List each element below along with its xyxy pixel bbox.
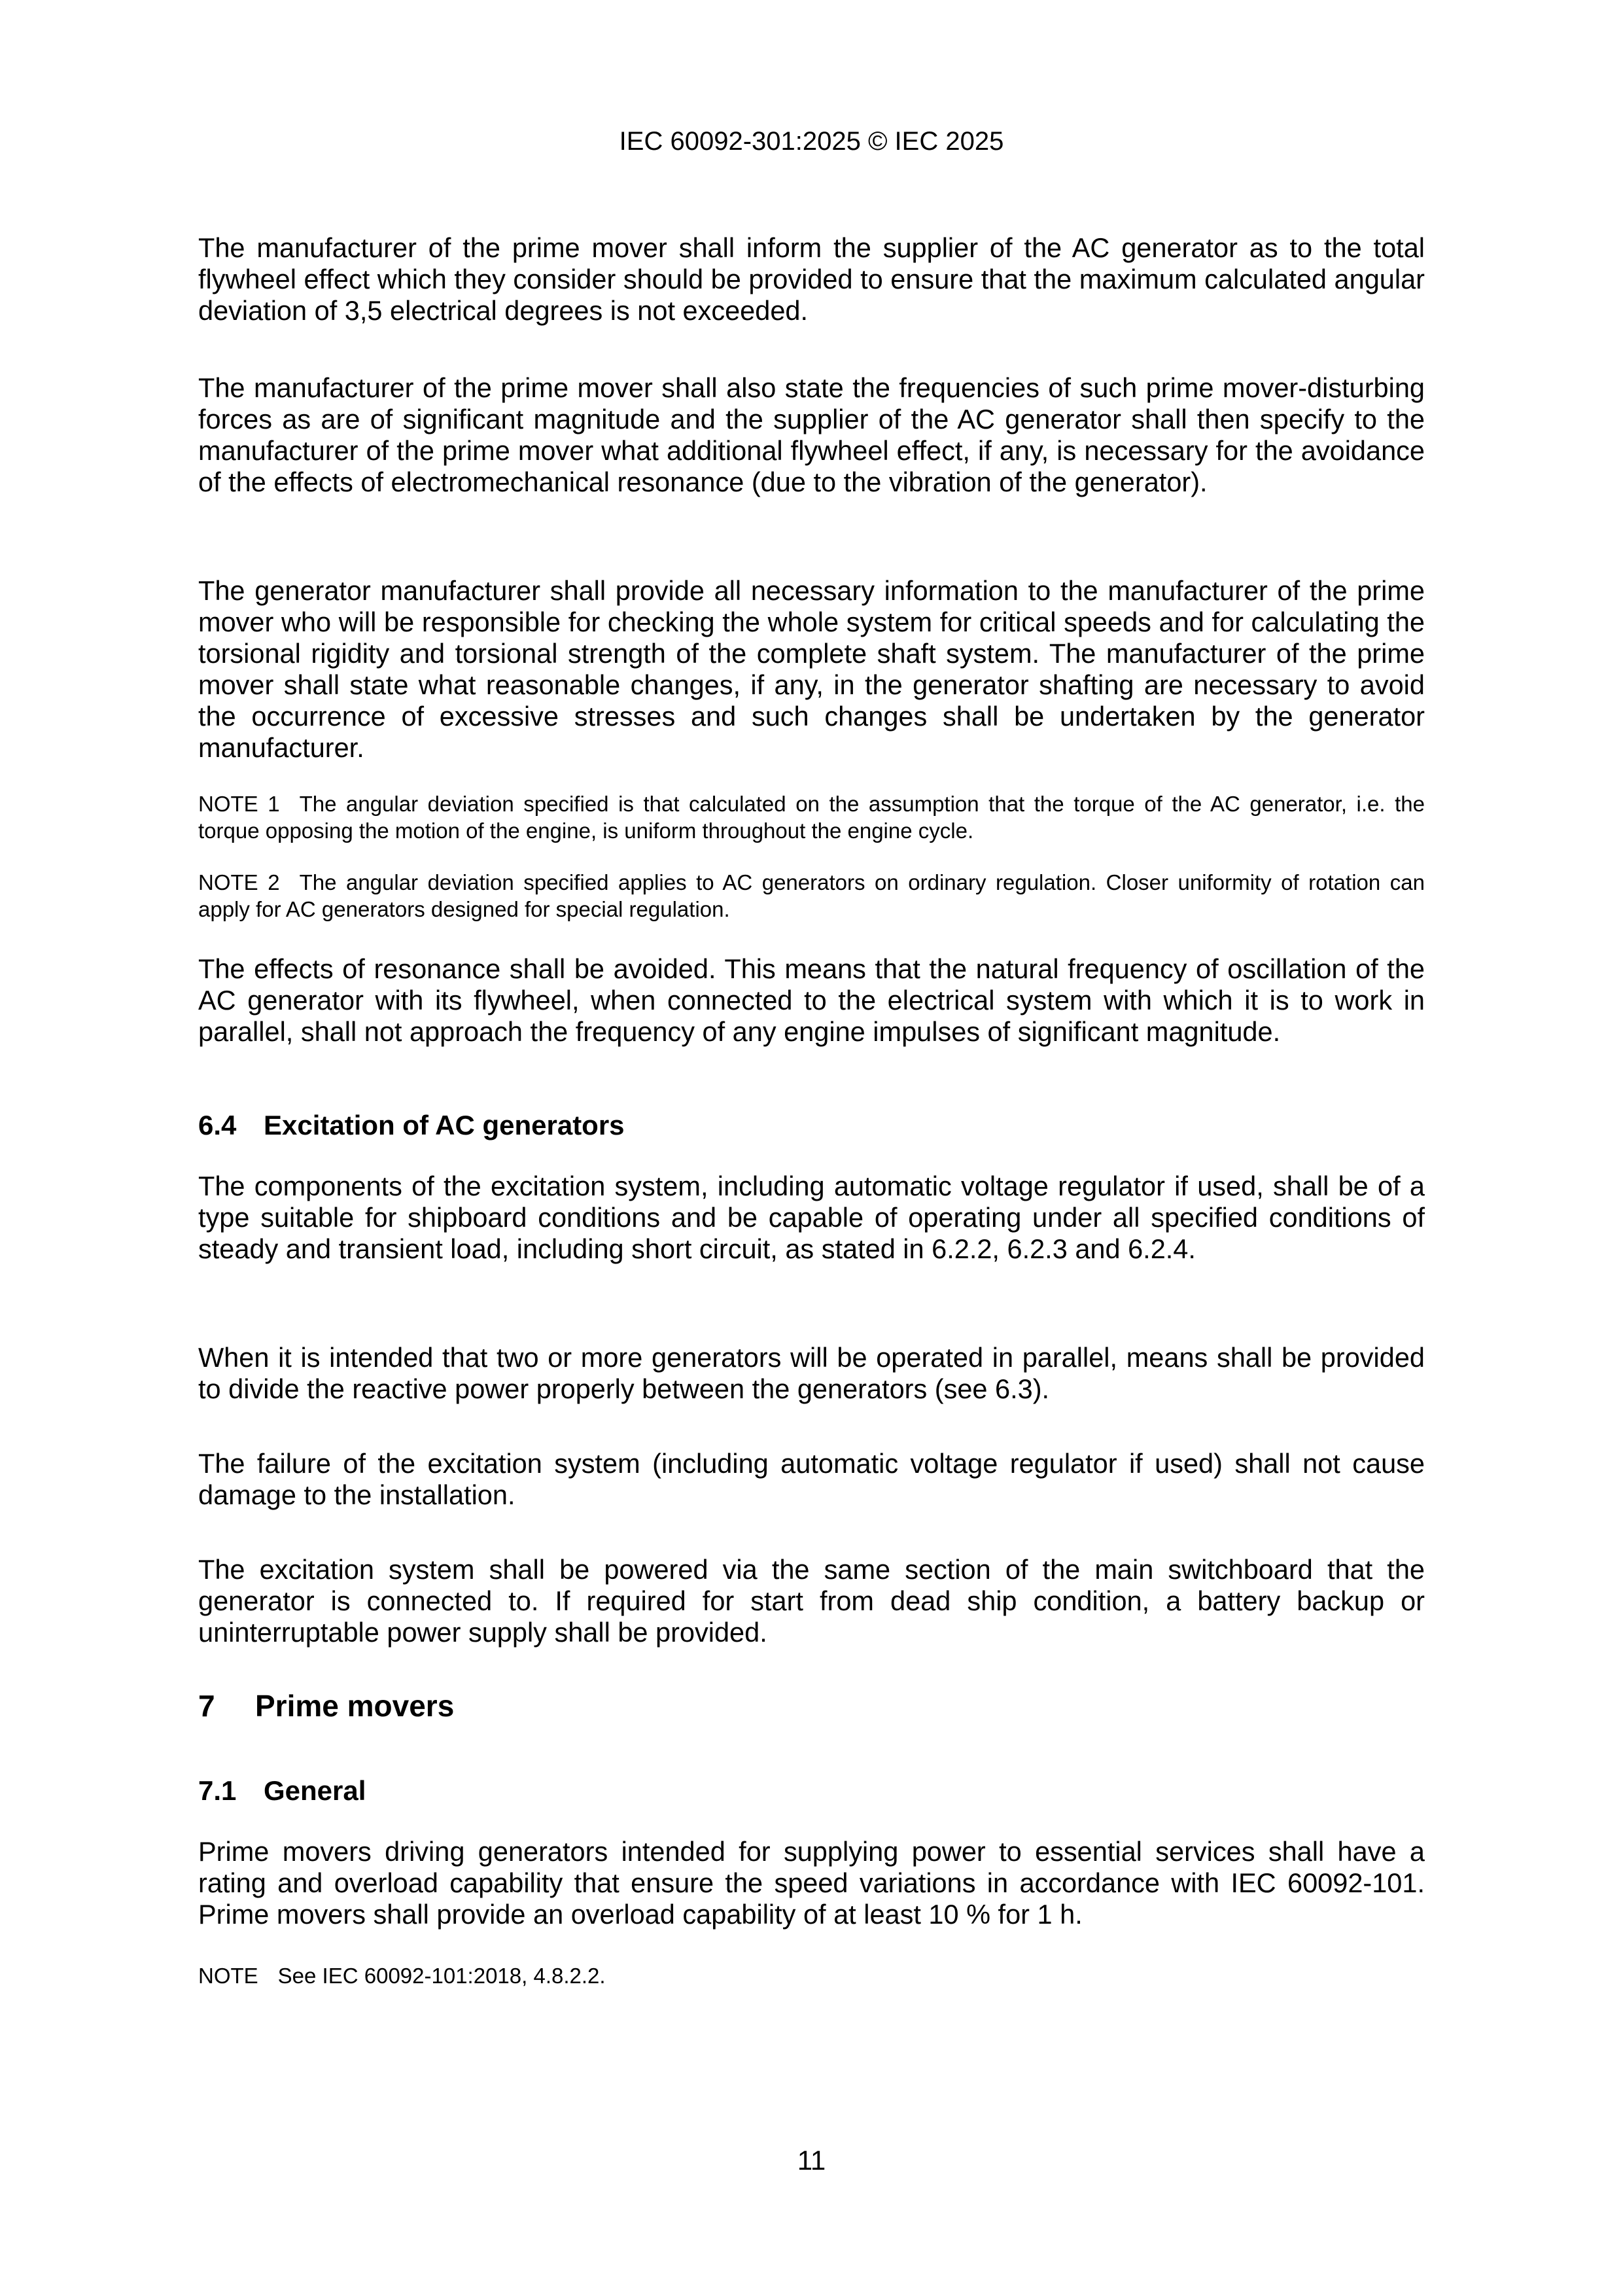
heading-7-1-number: 7.1 — [198, 1775, 237, 1806]
heading-7-title: Prime movers — [255, 1689, 455, 1723]
paragraph-parallel-operation: When it is intended that two or more generators will be operated in parallel, means shall be provided to divide the reactive power properly between the generators (see 6.3). — [198, 1341, 1425, 1404]
note-3-label: NOTE — [198, 1964, 258, 1988]
paragraph-flywheel-effect: The manufacturer of the prime mover shall inform the supplier of the AC generator as to the total flywheel effect which they consider should be provided to ensure that the maximum calculated angular deviation of 3,5 electrical degrees is not exceeded. — [198, 232, 1425, 326]
note-3-text: See IEC 60092-101:2018, 4.8.2.2. — [277, 1964, 606, 1988]
page-footer — [0, 2145, 1623, 2176]
heading-6-4-number: 6.4 — [198, 1110, 237, 1140]
heading-6-4-title: Excitation of AC generators — [264, 1110, 625, 1140]
note-1 — [198, 790, 1425, 844]
heading-7-1-title: General — [264, 1775, 366, 1806]
page-number: 11 — [797, 2145, 826, 2176]
heading-7-number: 7 — [198, 1689, 215, 1723]
running-header-text: IEC 60092-301:2025 © IEC 2025 — [619, 127, 1004, 156]
note-1-text: The angular deviation specified is that calculated on the assumption that the torque of the AC generator, i.e. the torque opposing the motion of the engine, is uniform throughout the engine cycle. — [198, 792, 1425, 843]
running-header — [0, 126, 1623, 156]
note-2 — [198, 869, 1425, 923]
paragraph-resonance-avoidance: The effects of resonance shall be avoided. This means that the natural frequency of oscillation of the AC generator with its flywheel, when connected to the electrical system with which it is to work in parallel, shall not approach the frequency of any engine impulses of significant magnitude. — [198, 953, 1425, 1047]
heading-7 — [198, 1689, 1425, 1723]
note-3 — [198, 1962, 1425, 1989]
note-2-text: The angular deviation specified applies to AC generators on ordinary regulation. Closer uniformity of rotation can apply for AC generators designed for special regulation. — [198, 870, 1425, 921]
paragraph-excitation-failure: The failure of the excitation system (including automatic voltage regulator if used) shall not cause damage to the installation. — [198, 1447, 1425, 1510]
note-2-label: NOTE 2 — [198, 870, 280, 894]
heading-6-4 — [198, 1109, 1425, 1142]
paragraph-excitation-components: The components of the excitation system, including automatic voltage regulator if used, shall be of a type suitable for shipboard conditions and be capable of operating under all specified conditions of steady and transient load, including short circuit, as stated in 6.2.2, 6.2.3 and 6.2.4. — [198, 1170, 1425, 1264]
paragraph-excitation-power-supply: The excitation system shall be powered via the same section of the main switchboard that the generator is connected to. If required for start from dead ship condition, a battery backup or uninterruptable power supply shall be provided. — [198, 1553, 1425, 1648]
note-1-label: NOTE 1 — [198, 792, 280, 816]
paragraph-prime-movers-rating: Prime movers driving generators intended for supplying power to essential services shall have a rating and overload capability that ensure the speed variations in accordance with IEC 60092-101. Prime movers shall provide an overload capability of at least 10 % for 1 h. — [198, 1835, 1425, 1930]
paragraph-generator-information: The generator manufacturer shall provide all necessary information to the manufacturer of the prime mover who will be responsible for checking the whole system for critical speeds and for calculating the torsional rigidity and torsional strength of the complete shaft system. The manufacturer of the prime mover shall state what reasonable changes, if any, in the generator shafting are necessary to avoid the occurrence of excessive stresses and such changes shall be undertaken by the generator manufacturer. — [198, 574, 1425, 763]
paragraph-disturbing-frequencies: The manufacturer of the prime mover shall also state the frequencies of such prime mover-disturbing forces as are of significant magnitude and the supplier of the AC generator shall then specify to the manufacturer of the prime mover what additional flywheel effect, if any, is necessary for the avoidance of the effects of electromechanical resonance (due to the vibration of the generator). — [198, 372, 1425, 497]
heading-7-1 — [198, 1775, 1425, 1807]
